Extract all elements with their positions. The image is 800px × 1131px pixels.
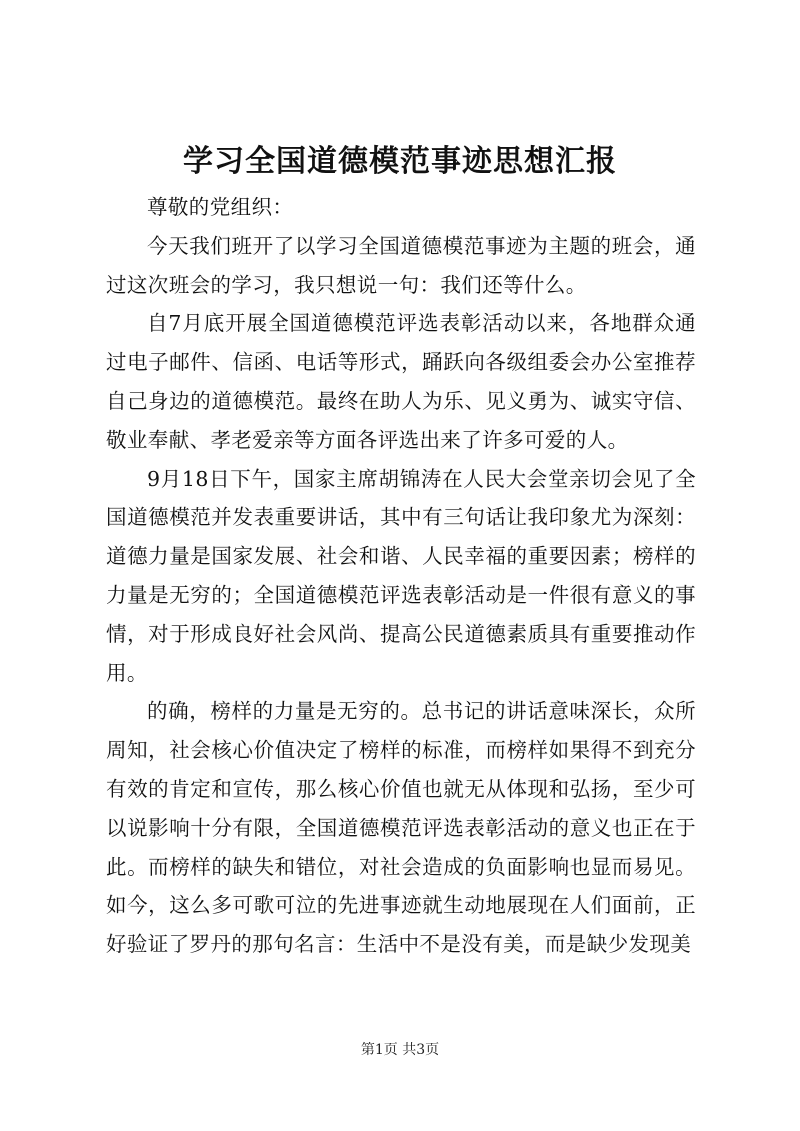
paragraph-3: 9月18日下午，国家主席胡锦涛在人民大会堂亲切会见了全国道德模范并发表重要讲话，其中有三句话让我印象尤为深刻：道德力量是国家发展、社会和谐、人民幸福的重要因素；榜样的力量是无穷的；全国道德模范评选表彰活动是一件很有意义的事情，对于形成良好社会风尚、提高公民道德素质具有重要推动作用。	[106, 466, 696, 685]
salutation: 尊敬的党组织：	[147, 195, 294, 219]
document-title: 学习全国道德模范事迹思想汇报	[183, 144, 617, 179]
page-footer: 第1页 共3页	[360, 1042, 440, 1058]
paragraph-1: 今天我们班开了以学习全国道德模范事迹为主题的班会，通过这次班会的学习，我只想说一句：我们还等什么。	[106, 233, 696, 297]
document-body	[106, 188, 696, 964]
paragraph-4: 的确，榜样的力量是无穷的。总书记的讲话意味深长，众所周知，社会核心价值决定了榜样的标准，而榜样如果得不到充分有效的肯定和宣传，那么核心价值也就无从体现和弘扬，至少可以说影响十分有限，全国道德模范评选表彰活动的意义也正在于此。而榜样的缺失和错位，对社会造成的负面影响也显而易见。如今，这么多可歌可泣的先进事迹就生动地展现在人们面前，正好验证了罗丹的那句名言：生活中不是没有美，而是缺少发现美	[106, 699, 696, 957]
paragraph-2: 自7月底开展全国道德模范评选表彰活动以来，各地群众通过电子邮件、信函、电话等形式，踊跃向各级组委会办公室推荐自己身边的道德模范。最终在助人为乐、见义勇为、诚实守信、敬业奉献、孝老爱亲等方面各评选出来了许多可爱的人。	[106, 311, 696, 452]
